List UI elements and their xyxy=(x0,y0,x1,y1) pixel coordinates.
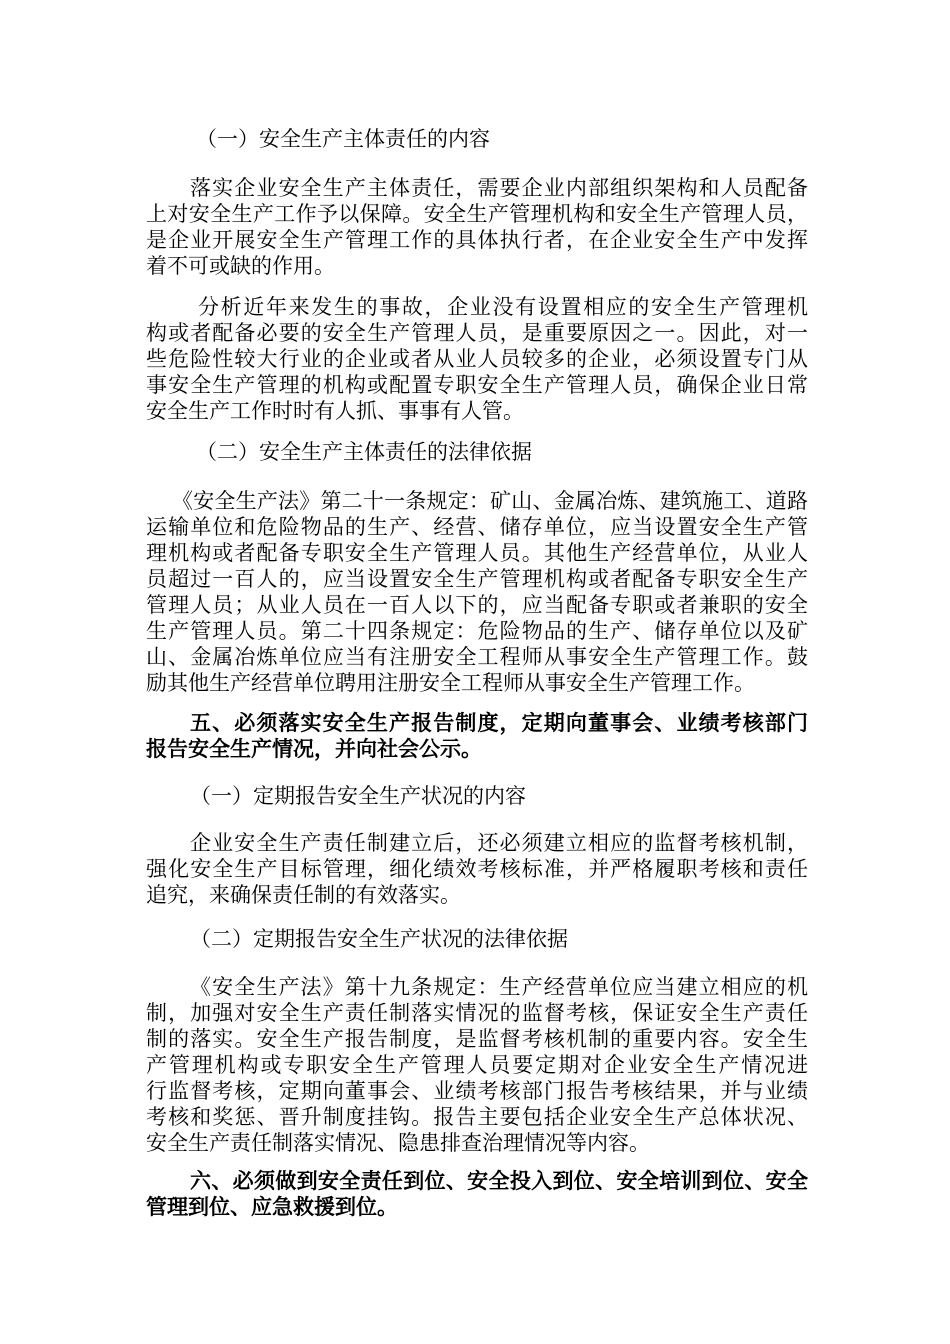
text-line: 《安全生产法》第十九条规定：生产经营单位应当建立相应的机 xyxy=(190,975,808,999)
subheading-report-legal-basis xyxy=(146,926,808,952)
text-line: （二）安全生产主体责任的法律依据 xyxy=(196,440,532,464)
paragraph-supervision-mechanism xyxy=(146,830,808,908)
text-line: 上对安全生产工作予以保障。安全生产管理机构和安全生产管理人员， xyxy=(146,202,808,226)
section-heading-five xyxy=(146,710,808,762)
text-line: 报告安全生产情况，并向社会公示。 xyxy=(146,736,482,761)
text-line: 运输单位和危险物品的生产、经营、储存单位，应当设置安全生产管 xyxy=(146,515,808,539)
text-line: 追究，来确保责任制的有效落实。 xyxy=(146,883,461,907)
subheading-legal-basis xyxy=(146,439,808,465)
text-line: （二）定期报告安全生产状况的法律依据 xyxy=(190,927,568,951)
subheading-safety-responsibility-content xyxy=(146,126,808,152)
text-line: 生产管理人员。第二十四条规定：危险物品的生产、储存单位以及矿 xyxy=(146,619,808,643)
text-line: 制的落实。安全生产报告制度，是监督考核机制的重要内容。安全生 xyxy=(146,1027,808,1051)
text-line: 五、必须落实安全生产报告制度，定期向董事会、业绩考核部门 xyxy=(190,710,808,735)
text-line: 企业安全生产责任制建立后，还必须建立相应的监督考核机制， xyxy=(190,831,808,855)
text-line: 些危险性较大行业的企业或者从业人员较多的企业，必须设置专门从 xyxy=(146,347,808,371)
text-line: 安全生产工作时时有人抓、事事有人管。 xyxy=(146,399,524,423)
text-line: 理机构或者配备专职安全生产管理人员。其他生产经营单位，从业人 xyxy=(146,541,808,565)
text-line: （一）定期报告安全生产状况的内容 xyxy=(190,784,526,808)
text-line: 构或者配备必要的安全生产管理人员，是重要原因之一。因此，对一 xyxy=(146,321,808,345)
text-line: 六、必须做到安全责任到位、安全投入到位、安全培训到位、安全 xyxy=(190,1168,808,1193)
text-line: 制，加强对安全生产责任制落实情况的监督考核，保证安全生产责任 xyxy=(146,1001,808,1025)
paragraph-law-article-21 xyxy=(146,488,808,696)
subheading-report-content xyxy=(146,783,808,809)
text-line: 分析近年来发生的事故，企业没有设置相应的安全生产管理机 xyxy=(198,295,808,319)
section-heading-six xyxy=(146,1168,808,1220)
text-line: 考核和奖惩、晋升制度挂钩。报告主要包括企业安全生产总体状况、 xyxy=(146,1105,808,1129)
paragraph-accident-analysis xyxy=(146,294,808,424)
text-line: 安全生产责任制落实情况、隐患排查治理情况等内容。 xyxy=(146,1131,650,1155)
text-line: 事安全生产管理的机构或配置专职安全生产管理人员，确保企业日常 xyxy=(146,373,808,397)
text-line: 产管理机构或专职安全生产管理人员要定期对企业安全生产情况进 xyxy=(146,1053,808,1077)
text-line: 山、金属冶炼单位应当有注册安全工程师从事安全生产管理工作。鼓 xyxy=(146,645,808,669)
text-line: 落实企业安全生产主体责任，需要企业内部组织架构和人员配备 xyxy=(190,176,808,200)
text-line: 员超过一百人的，应当设置安全生产管理机构或者配备专职安全生产 xyxy=(146,567,808,591)
text-line: 《安全生产法》第二十一条规定：矿山、金属冶炼、建筑施工、道路 xyxy=(172,489,808,513)
text-line: 着不可或缺的作用。 xyxy=(146,254,335,278)
text-line: 是企业开展安全生产管理工作的具体执行者，在企业安全生产中发挥 xyxy=(146,228,808,252)
text-line: 管理人员；从业人员在一百人以下的，应当配备专职或者兼职的安全 xyxy=(146,593,808,617)
paragraph-law-article-19 xyxy=(146,974,808,1156)
paragraph-implement-responsibility xyxy=(146,175,808,279)
text-line: 行监督考核，定期向董事会、业绩考核部门报告考核结果，并与业绩 xyxy=(146,1079,808,1103)
text-line: 励其他生产经营单位聘用注册安全工程师从事安全生产管理工作。 xyxy=(146,671,755,695)
text-line: （一）安全生产主体责任的内容 xyxy=(196,127,490,151)
text-line: 强化安全生产目标管理，细化绩效考核标准，并严格履职考核和责任 xyxy=(146,857,808,881)
text-line: 管理到位、应急救援到位。 xyxy=(146,1194,398,1219)
